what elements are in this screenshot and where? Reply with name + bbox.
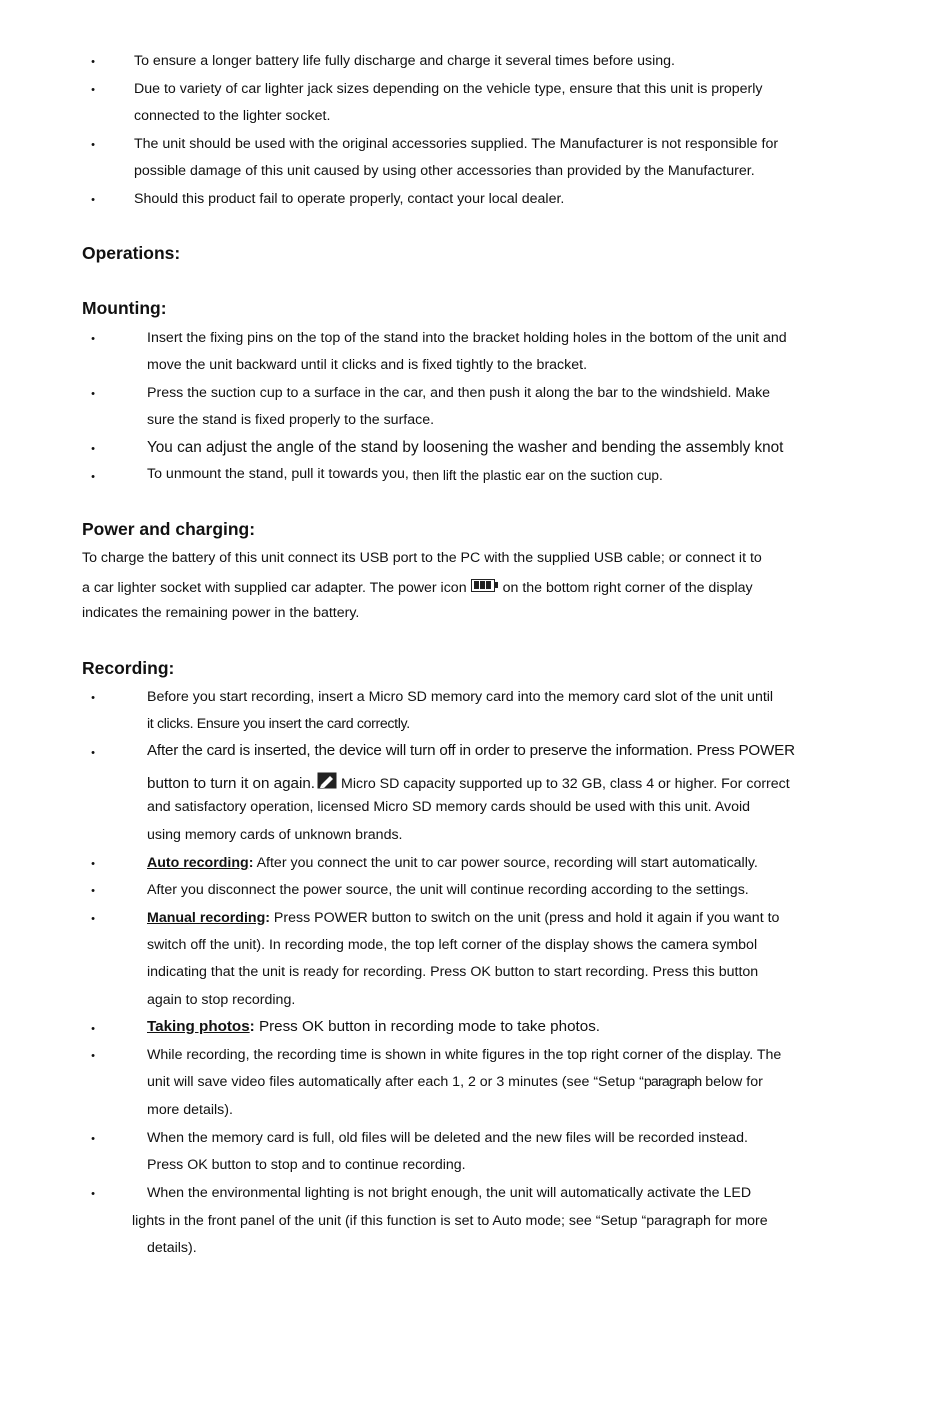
bullet: • <box>91 1050 95 1062</box>
bullet: • <box>91 885 95 897</box>
recording-bullet-1-line-1: Before you start recording, insert a Micro SD memory card into the memory card slot of the unit until <box>147 689 774 705</box>
taking-photos-colon: : <box>249 1018 255 1035</box>
bullet: • <box>91 194 95 206</box>
manual-recording-text: Press POWER button to switch on the unit (press and hold it again if you want to <box>269 910 780 926</box>
bullet: • <box>91 747 95 759</box>
recording-bullet-7-line-2-part-2: paragraph <box>643 1074 702 1090</box>
recording-bullet-7-line-1: While recording, the recording time is shown in white figures in the top right corner of the display. The <box>147 1047 782 1063</box>
recording-bullet-6 <box>147 1018 600 1036</box>
auto-recording-colon: : <box>248 855 254 871</box>
taking-photos-label: Taking photos <box>147 1018 250 1035</box>
manual-recording-colon: : <box>265 910 270 926</box>
recording-bullet-5-line-3: indicating that the unit is ready for recording. Press OK button to start recording. Press this button <box>147 964 759 980</box>
mounting-bullet-3: You can adjust the angle of the stand by loosening the washer and bending the assembly knot <box>147 439 784 456</box>
bullet: • <box>91 1133 95 1145</box>
heading-operations: Operations: <box>82 243 181 263</box>
power-text-line-3: indicates the remaining power in the battery. <box>82 605 360 621</box>
bullet: • <box>91 388 95 400</box>
recording-bullet-7-line-2 <box>147 1073 763 1091</box>
mounting-bullet-1-line-2: move the unit backward until it clicks and is fixed tightly to the bracket. <box>147 357 588 373</box>
recording-bullet-9-line-2: lights in the front panel of the unit (if this function is set to Auto mode; see “Setup “paragraph for more <box>132 1213 768 1229</box>
recording-bullet-5-line-1 <box>147 909 779 927</box>
recording-bullet-5-line-4: again to stop recording. <box>147 992 296 1008</box>
bullet: • <box>91 84 95 96</box>
mounting-bullet-4 <box>147 465 663 483</box>
intro-bullet-2-line-1: Due to variety of car lighter jack sizes depending on the vehicle type, ensure that this unit is properly <box>134 81 763 97</box>
mounting-bullet-1-line-1: Insert the fixing pins on the top of the stand into the bracket holding holes in the bottom of the unit and <box>147 330 787 346</box>
bullet: • <box>91 858 95 870</box>
recording-bullet-2-line-2 <box>147 772 790 793</box>
manual-recording-label: Manual recording <box>147 910 266 926</box>
mounting-bullet-4-part-2: then lift the plastic ear on the suction cup. <box>408 468 663 483</box>
intro-bullet-4: Should this product fail to operate properly, contact your local dealer. <box>134 191 565 207</box>
mounting-bullet-4-part-1: To unmount the stand, pull it towards you, <box>147 466 409 482</box>
recording-bullet-7-line-3: more details). <box>147 1102 233 1118</box>
mounting-bullet-2-line-2: sure the stand is fixed properly to the surface. <box>147 412 435 428</box>
bullet: • <box>91 1188 95 1200</box>
taking-photos-text: Press OK button in recording mode to take photos. <box>254 1018 601 1035</box>
recording-bullet-7-line-2-part-1: unit will save video files automatically after each 1, 2 or 3 minutes (see “Setup “ <box>147 1074 644 1090</box>
auto-recording-text: After you connect the unit to car power source, recording will start automatically. <box>253 855 758 871</box>
recording-bullet-7-line-2-part-3: below for <box>701 1074 763 1090</box>
bullet: • <box>91 913 95 925</box>
recording-bullet-2-line-3: and satisfactory operation, licensed Micro SD memory cards should be used with this unit. Avoid <box>147 799 751 815</box>
recording-bullet-8-line-1: When the memory card is full, old files will be deleted and the new files will be recorded instead. <box>147 1130 748 1146</box>
heading-power-charging: Power and charging: <box>82 519 256 539</box>
recording-bullet-2-line-2-part-1: button to turn it on again. <box>147 775 316 792</box>
heading-mounting: Mounting: <box>82 298 167 318</box>
recording-bullet-4: After you disconnect the power source, the unit will continue recording according to the settings. <box>147 882 749 898</box>
bullet: • <box>91 443 95 455</box>
bullet: • <box>91 1023 95 1035</box>
battery-icon <box>471 579 497 593</box>
bullet: • <box>91 56 95 68</box>
intro-bullet-3-line-2: possible damage of this unit caused by using other accessories than provided by the Manufacturer. <box>134 163 755 179</box>
intro-bullet-2-line-2: connected to the lighter socket. <box>134 108 331 124</box>
power-text-line-2 <box>82 579 753 597</box>
power-text-line-1: To charge the battery of this unit connect its USB port to the PC with the supplied USB cable; or connect it to <box>82 550 762 566</box>
mounting-bullet-2-line-1: Press the suction cup to a surface in the car, and then push it along the bar to the windshield. Make <box>147 385 771 401</box>
recording-bullet-2-line-1: After the card is inserted, the device will turn off in order to preserve the information. Press POWER <box>147 742 795 759</box>
intro-bullet-3-line-1: The unit should be used with the original accessories supplied. The Manufacturer is not responsible for <box>134 136 779 152</box>
recording-bullet-5-line-2: switch off the unit). In recording mode, the top left corner of the display shows the camera symbol <box>147 937 758 953</box>
bullet: • <box>91 139 95 151</box>
auto-recording-label: Auto recording <box>147 855 249 871</box>
recording-bullet-2-line-2-part-2: Micro SD capacity supported up to 32 GB, class 4 or higher. For correct <box>341 776 790 792</box>
intro-bullet-1: To ensure a longer battery life fully discharge and charge it several times before using. <box>134 53 675 69</box>
bullet: • <box>91 692 95 704</box>
bullet: • <box>91 471 95 483</box>
recording-bullet-1-line-2: it clicks. Ensure you insert the card correctly. <box>147 716 410 732</box>
power-text-line-2-part-1: a car lighter socket with supplied car adapter. The power icon <box>82 580 467 596</box>
power-text-line-2-part-2: on the bottom right corner of the display <box>502 580 753 596</box>
note-icon <box>317 772 337 789</box>
heading-recording: Recording: <box>82 658 175 678</box>
recording-bullet-8-line-2: Press OK button to stop and to continue recording. <box>147 1157 466 1173</box>
bullet: • <box>91 333 95 345</box>
recording-bullet-3 <box>147 854 758 872</box>
recording-bullet-9-line-1: When the environmental lighting is not bright enough, the unit will automatically activate the LED <box>147 1185 752 1201</box>
recording-bullet-9-line-3: details). <box>147 1240 197 1256</box>
recording-bullet-2-line-4: using memory cards of unknown brands. <box>147 827 403 843</box>
